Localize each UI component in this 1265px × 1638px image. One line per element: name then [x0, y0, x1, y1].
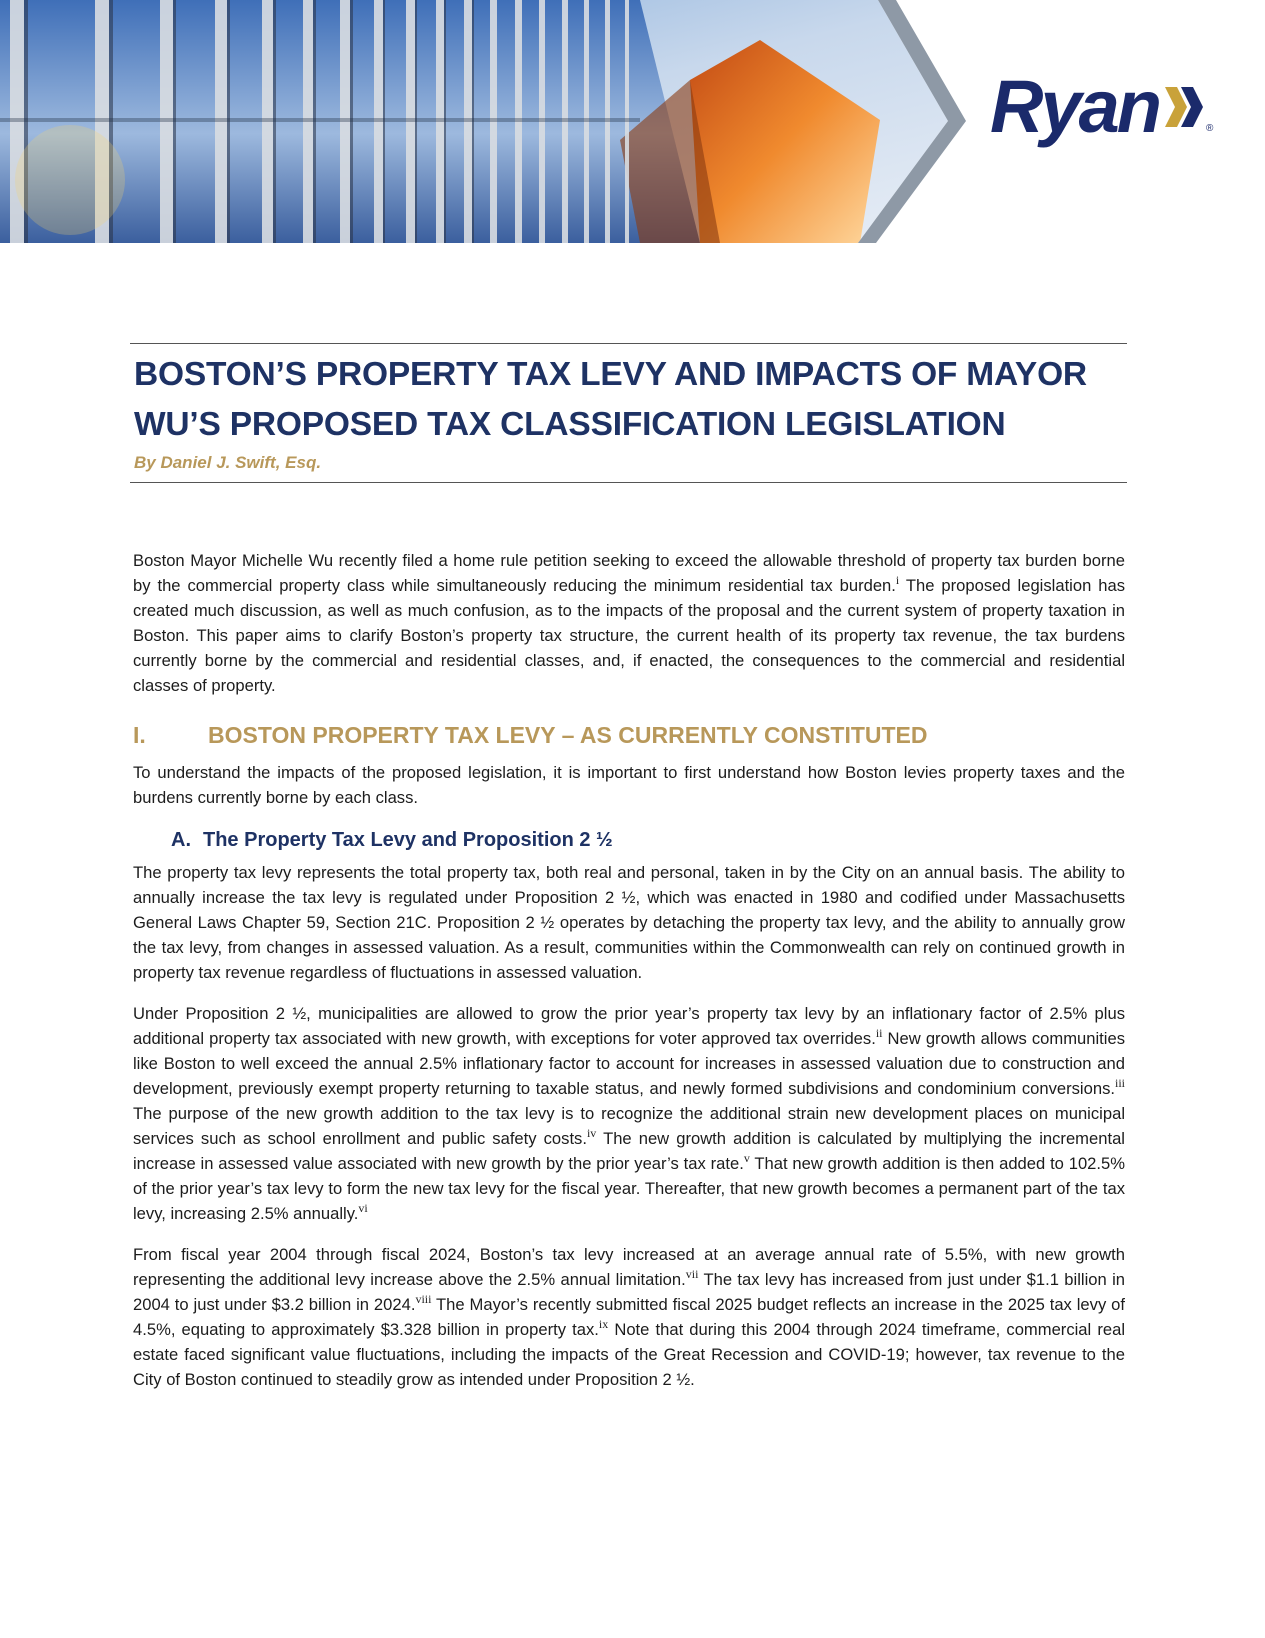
- endnote-ref: iv: [586, 1126, 597, 1140]
- chevron-mark-icon: [1161, 79, 1205, 135]
- section-intro-paragraph: To understand the impacts of the proposed legislation, it is important to first understand how Boston levies property taxes and the burdens currently borne by each class.: [133, 763, 1125, 807]
- subsection-heading: [171, 826, 1125, 854]
- document-title: BOSTON’S PROPERTY TAX LEVY AND IMPACTS OF MAYOR WU’S PROPOSED TAX CLASSIFICATION LEGISLATION: [134, 356, 1087, 443]
- author-byline: By Daniel J. Swift, Esq.: [134, 453, 322, 472]
- new-growth-paragraph: Under Proposition 2 ½, municipalities are allowed to grow the prior year’s property tax levy by an inflationary factor of 2.5% plus additional property tax associated with new growth, with exceptions for voter approved tax overrides.$^{ii}$ New growth allows communities like Boston to well exceed the annual 2.5% inflationary factor to account for increases in assessed valuation due to construction and development, previously exempt property returning to taxable status, and newly formed subdivisions and condominium conversions.$^{iii}$ The purpose of the new growth addition to the tax levy is to recognize the additional strain new development places on municipal services such as school enrollment and public safety costs.$^{iv}$ The new growth addition is calculated by multiplying the incremental increase in assessed value associated with new growth by the prior year’s tax rate.$^v$ That new growth addition is then added to 102.5% of the prior year’s tax levy to form the new tax levy for the fiscal year. Thereafter, that new growth becomes a permanent part of the tax levy, increasing 2.5% annually.$^{vi}$: [133, 1004, 1125, 1223]
- endnote-ref: vii: [685, 1267, 699, 1281]
- logo-wordmark: Ryan: [990, 65, 1159, 148]
- header-banner: [0, 0, 1265, 243]
- section-heading: [133, 720, 1125, 750]
- title-block: [130, 343, 1127, 483]
- ryan-logo: [990, 62, 1213, 152]
- endnote-ref: i: [895, 573, 900, 587]
- endnote-ref: v: [743, 1151, 750, 1165]
- document-body: [133, 548, 1125, 1408]
- endnote-ref: ii: [875, 1026, 883, 1040]
- endnote-ref: ix: [598, 1317, 609, 1331]
- intro-paragraph: Boston Mayor Michelle Wu recently filed a home rule petition seeking to exceed the allowable threshold of property tax burden borne by the commercial property class while simultaneously reducing the minimum residential tax burden.$^i$ The proposed legislation has created much discussion, as well as much confusion, as to the impacts of the proposal and the current system of property taxation in Boston. This paper aims to clarify Boston’s property tax structure, the current health of its property tax revenue, the tax burdens currently borne by the commercial and residential classes, and, if enacted, the consequences to the commercial and residential classes of property.: [133, 551, 1126, 695]
- subsection-number: A.: [171, 829, 191, 851]
- section-title: BOSTON PROPERTY TAX LEVY – AS CURRENTLY CONSTITUTED: [208, 722, 928, 748]
- registered-mark: ®: [1205, 123, 1214, 134]
- subsection-title: The Property Tax Levy and Proposition 2 ½: [203, 829, 613, 851]
- endnote-ref: viii: [415, 1292, 432, 1306]
- endnote-ref: vi: [358, 1201, 368, 1215]
- section-number: I.: [133, 722, 146, 748]
- levy-history-paragraph: From fiscal year 2004 through fiscal 2024, Boston’s tax levy increased at an average annual rate of 5.5%, with new growth representing the additional levy increase above the 2.5% annual limitation.$^{vii}$ The tax levy has increased from just under $1.1 billion in 2004 to just under $3.2 billion in 2024.$^{viii}$ The Mayor’s recently submitted fiscal 2025 budget reflects an increase in the 2025 tax levy of 4.5%, equating to approximately $3.328 billion in property tax.$^{ix}$ Note that during this 2004 through 2024 timeframe, commercial real estate faced significant value fluctuations, including the impacts of the Great Recession and COVID-19; however, tax revenue to the City of Boston continued to steadily grow as intended under Proposition 2 ½.: [133, 1245, 1126, 1389]
- endnote-ref: iii: [1114, 1076, 1125, 1090]
- levy-paragraph: The property tax levy represents the total property tax, both real and personal, taken in by the City on an annual basis. The ability to annually increase the tax levy is regulated under Proposition 2 ½, which was enacted in 1980 and codified under Massachusetts General Laws Chapter 59, Section 21C. Proposition 2 ½ operates by detaching the property tax levy, and the ability to annually grow the tax levy, from changes in assessed valuation. As a result, communities within the Commonwealth can rely on continued growth in property tax revenue regardless of fluctuations in assessed valuation.: [133, 863, 1125, 982]
